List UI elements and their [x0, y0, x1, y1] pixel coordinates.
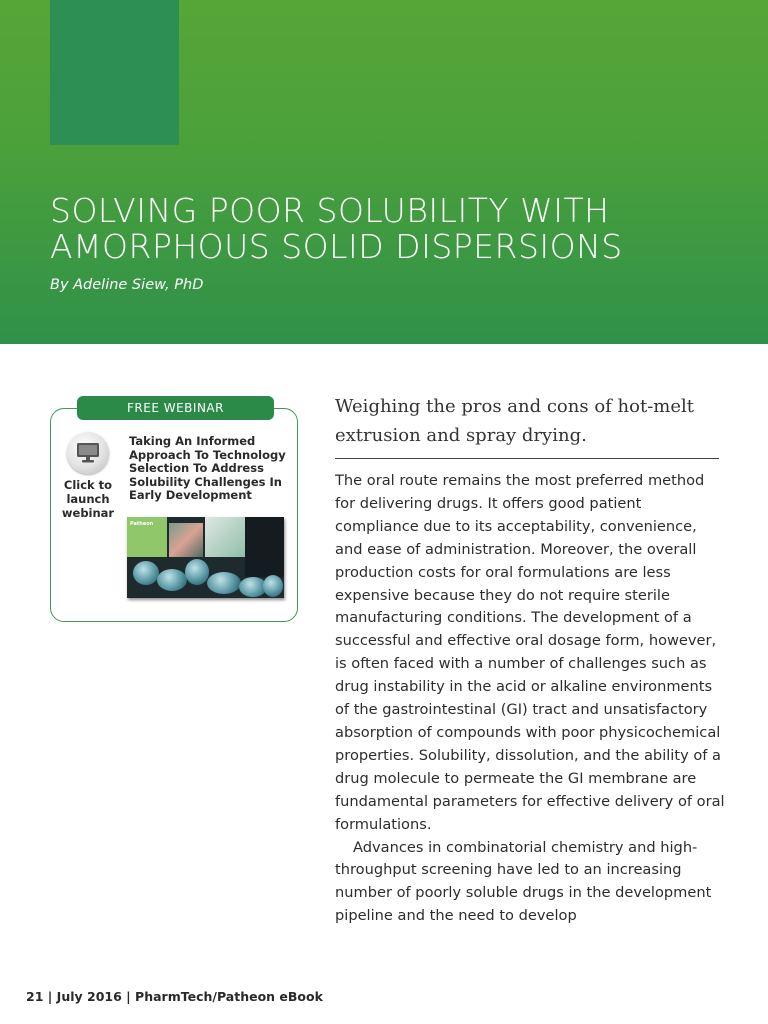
thumbnail-molecule: [263, 575, 283, 597]
thumbnail-molecule: [207, 572, 241, 594]
thumbnail-dark-panel: [245, 517, 284, 577]
launch-webinar-button[interactable]: [67, 432, 109, 474]
launch-line-2: launch: [66, 492, 110, 506]
byline: By Adeline Siew, PhD: [50, 277, 204, 293]
thumbnail-molecule: [133, 561, 159, 585]
webinar-tab-label: FREE WEBINAR: [77, 396, 274, 420]
header-accent-block: [50, 0, 179, 145]
thumbnail-photo: [169, 523, 203, 557]
title-line-1: SOLVING POOR SOLUBILITY WITH: [50, 191, 610, 230]
article-body: [335, 470, 725, 928]
thumbnail-molecule: [185, 559, 209, 585]
monitor-icon: [76, 442, 100, 464]
webinar-title-line-4: Solubility Challenges In: [129, 474, 282, 489]
webinar-title-line-5: Early Development: [129, 488, 252, 503]
webinar-thumbnail[interactable]: [127, 517, 284, 598]
thumbnail-logo: Patheon: [130, 521, 154, 527]
launch-webinar-text[interactable]: [58, 478, 118, 520]
thumbnail-photo: [205, 517, 245, 557]
thumbnail-molecule: [157, 569, 187, 591]
article-deck: Weighing the pros and cons of hot-melt extrusion and spray drying.: [335, 396, 694, 446]
webinar-title-line-2: Approach To Technology: [129, 447, 286, 462]
webinar-title-line-3: Selection To Address: [129, 461, 264, 476]
deck-divider: [335, 458, 719, 459]
body-paragraph-2: Advances in combinatorial chemistry and high-throughput screening have led to an increasing number of poorly soluble drugs in the development pipeline and the need to develop: [335, 838, 712, 925]
webinar-title[interactable]: [129, 435, 289, 503]
launch-line-3: webinar: [61, 506, 115, 520]
page-footer: 21 | July 2016 | PharmTech/Patheon eBook: [26, 989, 323, 1004]
header-banner: [0, 0, 768, 344]
launch-line-1: Click to: [63, 478, 113, 492]
article-title: [50, 193, 750, 265]
body-paragraph-1: The oral route remains the most preferred method for delivering drugs. It offers good patient compliance due to its acceptability, convenience, and ease of administration. Moreover, the overall production costs for oral formulations are less expensive because they do not require sterile manufacturing conditions. The development of a successful and effective oral dosage form, however, is often faced with a number of challenges such as drug instability in the acid or alkaline environments of the gastrointestinal (GI) tract and unsatisfactory absorption of compounds with poor physicochemical properties. Solubility, dissolution, and the ability of a drug molecule to permeate the GI membrane are fundamental parameters for effective delivery of oral formulations.: [335, 472, 725, 833]
webinar-title-line-1: Taking An Informed: [129, 434, 256, 448]
title-line-2: AMORPHOUS SOLID DISPERSIONS: [50, 227, 623, 266]
